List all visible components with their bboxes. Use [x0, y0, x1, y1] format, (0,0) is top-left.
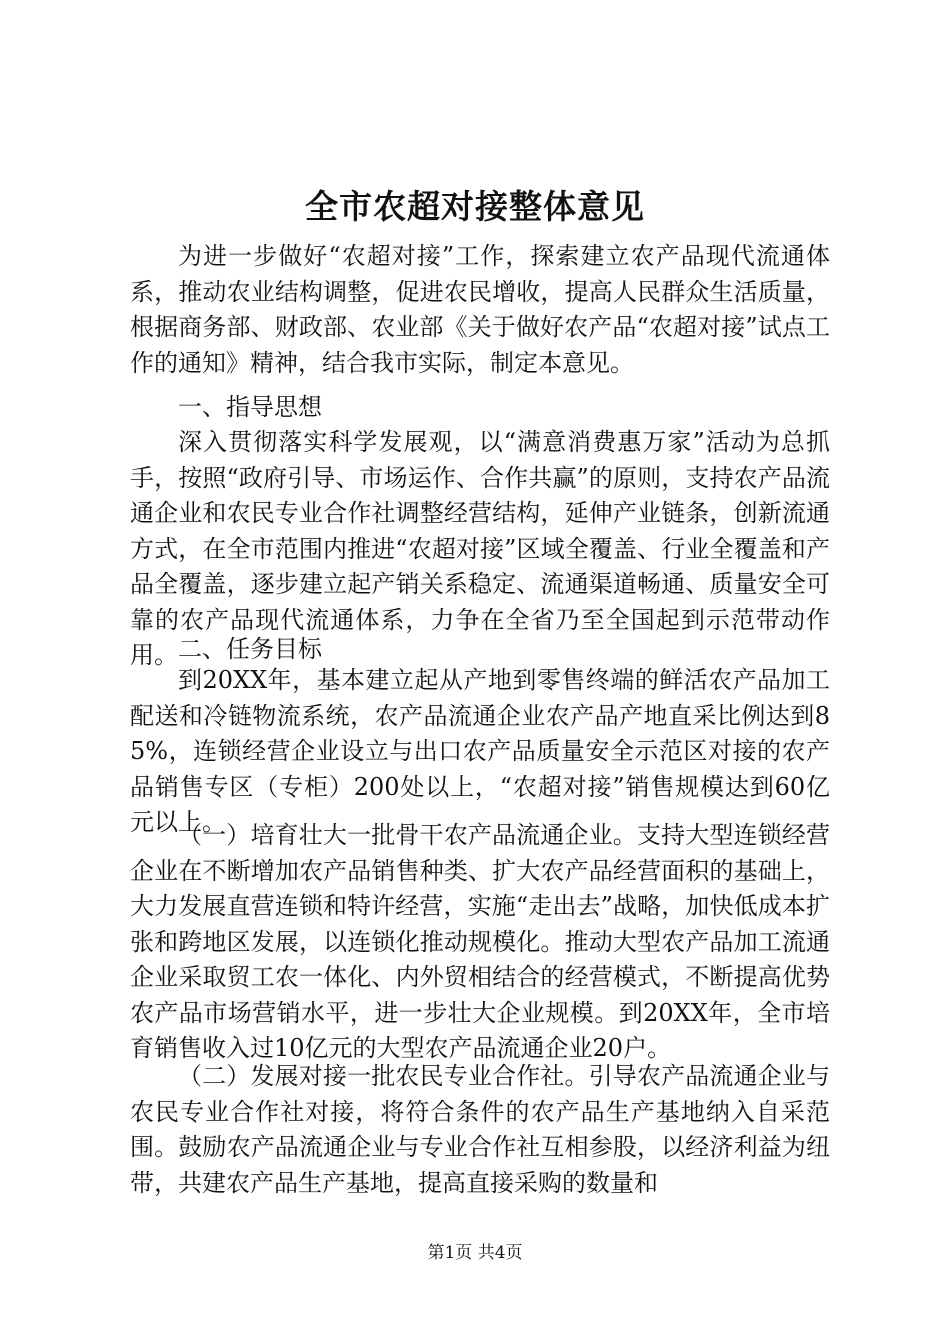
document-title: 全市农超对接整体意见 — [305, 187, 645, 226]
list-item-1: （一）培育壮大一批骨干农产品流通企业。支持大型连锁经营企业在不断增加农产品销售种类、扩大农产品经营面积的基础上，大力发展直营连锁和特许经营，实施“走出去”战略，加快低成本扩张和跨地区发展，以连锁化推动规模化。推动大型农产品加工流通企业采取贸工农一体化、内外贸相结合的经营模式，不断提高优势农产品市场营销水平，进一步壮大企业规模。到20XX年，全市培育销售收入过10亿元的大型农产品流通企业20户。 — [130, 821, 830, 1062]
page-number: 第1页 共4页 — [427, 1243, 523, 1263]
section-body-task-goals: 到20XX年，基本建立起从产地到零售终端的鲜活农产品加工配送和冷链物流系统，农产品流通企业农产品产地直采比例达到85%，连锁经营企业设立与出口农产品质量安全示范区对接的农产品销售专区（专柜）200处以上，“农超对接”销售规模达到60亿元以上。 — [130, 666, 830, 836]
section-heading-task-goals: 二、任务目标 — [178, 635, 322, 663]
list-item-2: （二）发展对接一批农民专业合作社。引导农产品流通企业与农民专业合作社对接，将符合条件的农产品生产基地纳入自采范围。鼓励农产品流通企业与专业合作社互相参股，以经济利益为纽带，共建农产品生产基地，提高直接采购的数量和 — [130, 1062, 830, 1197]
section-body-guiding-thought: 深入贯彻落实科学发展观，以“满意消费惠万家”活动为总抓手，按照“政府引导、市场运作、合作共赢”的原则，支持农产品流通企业和农民专业合作社调整经营结构，延伸产业链条，创新流通方式，在全市范围内推进“农超对接”区域全覆盖、行业全覆盖和产品全覆盖，逐步建立起产销关系稳定、流通渠道畅通、质量安全可靠的农产品现代流通体系，力争在全省乃至全国起到示范带动作用。 — [130, 428, 830, 669]
section-heading-guiding-thought: 一、指导思想 — [178, 393, 322, 421]
intro-paragraph: 为进一步做好“农超对接”工作，探索建立农产品现代流通体系，推动农业结构调整，促进农民增收，提高人民群众生活质量，根据商务部、财政部、农业部《关于做好农产品“农超对接”试点工作的通知》精神，结合我市实际，制定本意见。 — [130, 242, 830, 377]
